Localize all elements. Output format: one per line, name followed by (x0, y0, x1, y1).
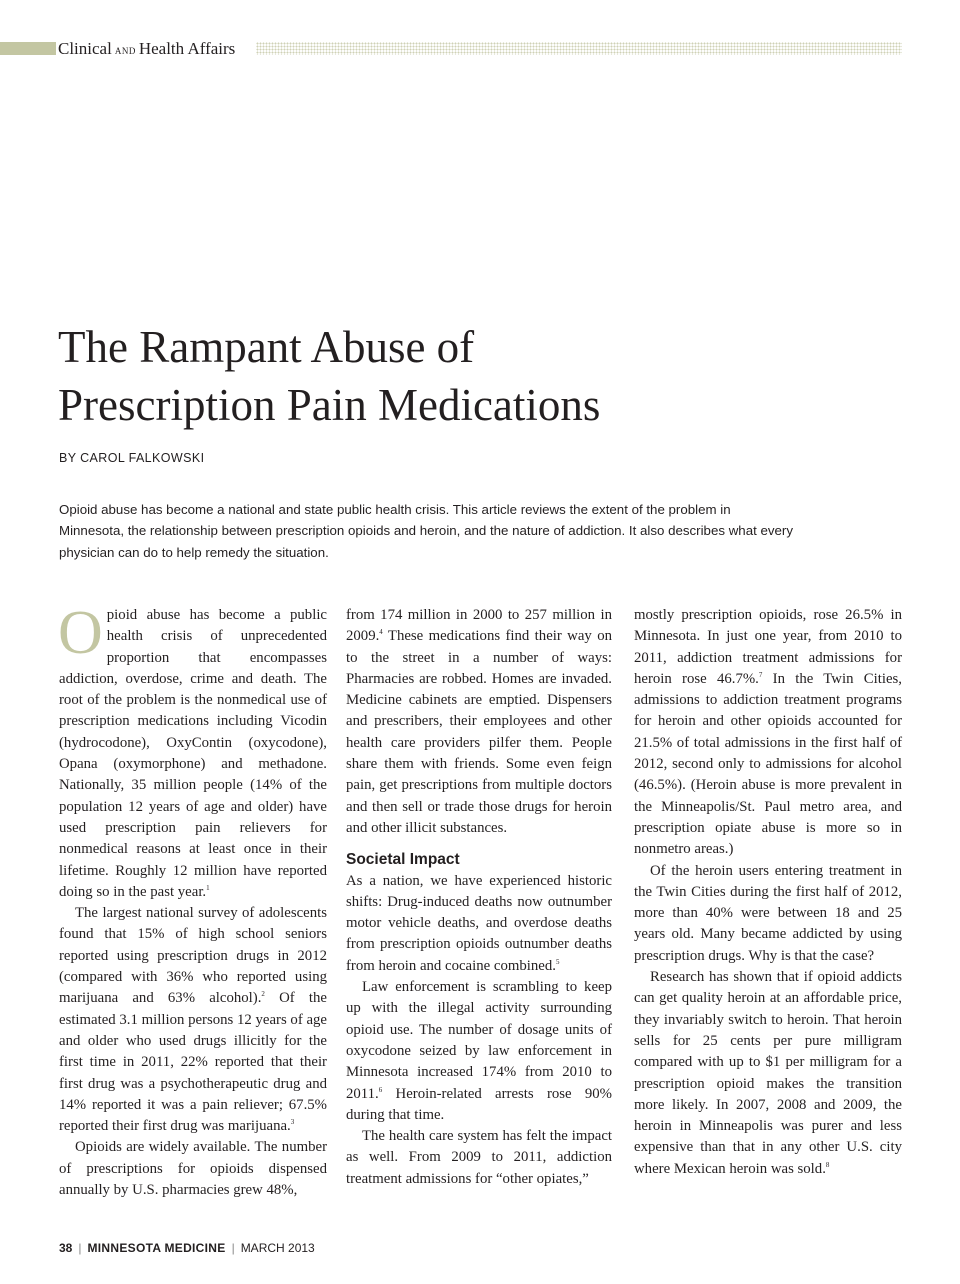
issue-date: MARCH 2013 (240, 1241, 315, 1255)
byline: BY CAROL FALKOWSKI (59, 451, 205, 465)
section-word-clinical: Clinical (58, 39, 112, 58)
column-3 (634, 605, 902, 1180)
title-line-2: Prescription Pain Medications (58, 380, 601, 430)
paragraph-6-continued: mostly prescription opioids, rose 26.5% in Minnesota. In just one year, from 2010 to 2011, addiction treatment admissions for heroin rose 46.7%.$^7$ In the Twin Cities, admissions to addiction treatment programs for heroin and other opioids accounted for 21.5% of total admissions in the first half of 2012, second only to admissions for alcohol (46.5%). (Heroin abuse is more prevalent in the Minneapolis/St. Paul metro area, and prescription opiate abuse is more so in nonmetro areas.) (634, 607, 902, 858)
section-accent-bar (0, 42, 56, 55)
reference-7: 7 (758, 670, 763, 679)
section-word-health-affairs: Health Affairs (138, 39, 236, 58)
paragraph-3: Opioids are widely available. The number of prescriptions for opioids dispensed annually by U.S. pharmacies grew 48%, (59, 1139, 327, 1199)
publication-name: MINNESOTA MEDICINE (87, 1241, 226, 1255)
paragraph-6: The health care system has felt the impact as well. From 2009 to 2011, addiction treatment admissions for “other opiates,” (346, 1128, 612, 1187)
section-dotted-rule (256, 42, 902, 55)
paragraph-5: Law enforcement is scrambling to keep up with the illegal activity surrounding opioid use. The number of dosage units of oxycodone seized by law enforcement in Minnesota increased 174% from 2010 to 2011.$^6$ Heroin-related arrests rose 90% during that time. (346, 979, 612, 1123)
reference-2: 2 (261, 990, 265, 999)
abstract: Opioid abuse has become a national and state public health crisis. This article reviews the extent of the problem in Minnesota, the relationship between prescription opioids and heroin, and the nature of addiction. It also describes what every physician can do to help remedy the situation. (59, 502, 793, 560)
title-line-1: The Rampant Abuse of (58, 322, 475, 372)
subhead-societal-impact: Societal Impact (346, 851, 460, 869)
drop-cap: O (58, 599, 103, 667)
column-2 (346, 605, 612, 1190)
reference-4: 4 (379, 628, 383, 637)
paragraph-1: Opioid abuse has become a public health crisis of unprecedented proportion that encompasses addiction, overdose, crime and death. The root of the problem is the nonmedical use of prescription medications including Vicodin (hydrocodone), OxyContin (oxycodone), Opana (oxymorphone) and methadone. Nationally, 35 million people (14% of the population 12 years of age and older) have used prescription pain relievers for nonmedical reasons at least once in their lifetime. Roughly 12 million have reported doing so in the past year.$^1$ (58, 599, 327, 900)
page-number: 38 (59, 1241, 73, 1255)
reference-5: 5 (555, 957, 560, 966)
paragraph-4: As a nation, we have experienced historic shifts: Drug-induced deaths now outnumber motor vehicle deaths, and overdose deaths from prescription opioids outnumber deaths from heroin and cocaine combined.$^5$ (346, 872, 612, 974)
page-footer (59, 1241, 315, 1255)
reference-8: 8 (825, 1160, 830, 1169)
column-1 (58, 599, 327, 1201)
paragraph-3-continued: from 174 million in 2000 to 257 million in 2009.$^4$ These medications find their way on to the street in a number of ways: Pharmacies are robbed. Homes are invaded. Medicine cabinets are emptied. Dispensers and prescribers, their employees and other health care providers pilfer them. People share them with friends. Some even feign pain, get prescriptions from multiple doctors and then sell or trade those drugs for heroin and other illicit substances. (346, 607, 612, 836)
reference-1: 1 (206, 883, 210, 892)
paragraph-8: Research has shown that if opioid addicts can get quality heroin at an affordable price, they invariably switch to heroin. That heroin sells for 25 cents per pure milligram compared with up to $1 per milligram for a prescription opioid makes the transition more likely. In 2007, 2008 and 2009, the heroin in Minneapolis was purer and less expensive than that in any other U.S. city where Mexican heroin was sold.$^8$ (634, 969, 902, 1177)
footer-divider: | (231, 1241, 235, 1255)
section-word-and: AND (114, 46, 136, 56)
reference-6: 6 (378, 1085, 383, 1094)
paragraph-7: Of the heroin users entering treatment in the Twin Cities during the first half of 2012, more than 40% were between 18 and 25 years old. Many became addicted by using prescription drugs. Why is that the case? (634, 862, 902, 964)
section-header (0, 40, 903, 58)
article-title (58, 318, 818, 434)
paragraph-2: The largest national survey of adolescents found that 15% of high school seniors reported using prescription drugs in 2012 (compared with 36% who reported using marijuana and 63% alcohol).$^2$ Of the estimated 3.1 million persons 12 years of age and older who used drugs illicitly for the first time in 2011, 22% reported that their first drug was a psychotherapeutic drug and 14% reported it was a pain reliever; 67.5% reported their first drug was marijuana.$^3$ (59, 905, 327, 1135)
reference-3: 3 (290, 1118, 295, 1127)
section-label (58, 39, 235, 59)
footer-divider: | (78, 1241, 82, 1255)
